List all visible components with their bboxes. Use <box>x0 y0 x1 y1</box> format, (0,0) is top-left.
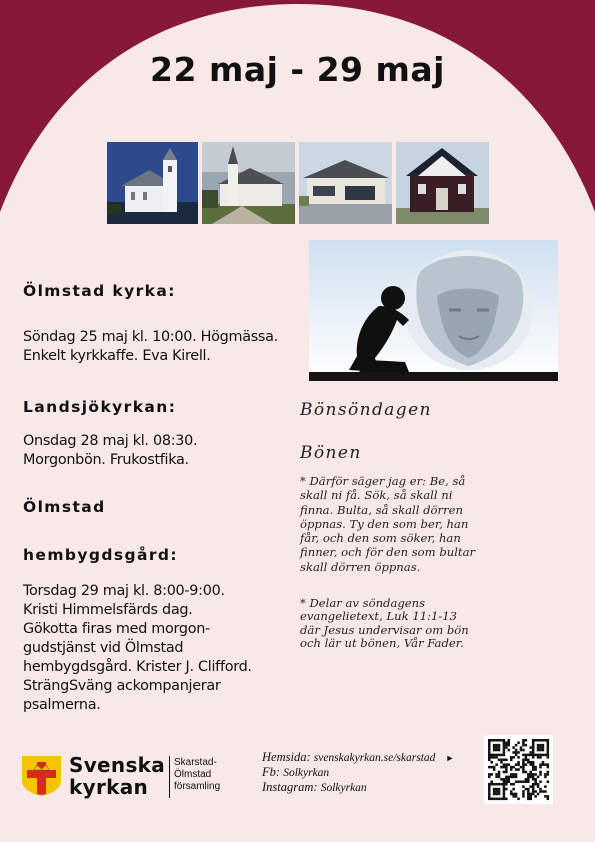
parish-name-line: Ölmstad <box>174 769 212 780</box>
church-photo-1 <box>107 142 198 224</box>
contact-website[interactable]: Hemsida: svenskakyrkan.se/skarstad ► <box>262 750 455 764</box>
gospel-note: * Delar av söndagens evangelietext, Luk 11:1-13 där Jesus undervisar om bön och lär ut bönen, Vår Fader. <box>300 596 469 650</box>
church-crest-icon <box>22 756 61 796</box>
church-photo-3 <box>299 142 392 224</box>
logo-divider <box>169 756 170 798</box>
date-range-title: 22 maj - 29 maj <box>150 50 445 89</box>
parish-name-line: Skarstad- <box>174 757 217 768</box>
hembygdsgard-text: Torsdag 29 maj kl. 8:00-9:00. Kristi Himmelsfärds dag. Gökotta firas med morgon- gudstjänst vid Ölmstad hembygdsgård. Krister J. Clifford. SträngSväng ackompanjerar psalmerna. <box>23 583 252 713</box>
logo-line-kyrkan: kyrkan <box>69 775 149 799</box>
contact-facebook[interactable]: Fb: Solkyrkan <box>262 765 330 779</box>
qr-code-icon <box>484 735 553 804</box>
church-photo-4 <box>396 142 489 224</box>
parish-name-line: församling <box>174 781 221 792</box>
bible-verse: * Därför säger jag er: Be, så skall ni få. Sök, så skall ni finna. Bulta, så skall dörren öppnas. Ty den som ber, han får, och den som söker, han finner, och för den som bultar skall dörren öppnas. <box>300 474 476 574</box>
heading-hembygdsgard: hembygdsgård: <box>23 546 179 564</box>
arrow-icon: ► <box>445 753 455 763</box>
qr-code[interactable] <box>484 735 553 804</box>
praying-figure-image <box>309 240 558 381</box>
heading-bonen: Bönen <box>300 443 362 463</box>
website-link[interactable]: svenskakyrkan.se/skarstad <box>313 752 436 764</box>
olmstad-kyrka-text: Söndag 25 maj kl. 10:00. Högmässa. Enkelt kyrkkaffe. Eva Kirell. <box>23 329 278 364</box>
svenska-kyrkan-logo <box>22 753 232 800</box>
landsjokyrkan-text: Onsdag 28 maj kl. 08:30. Morgonbön. Frukostfika. <box>23 433 198 468</box>
contact-instagram[interactable]: Instagram: Solkyrkan <box>262 780 367 794</box>
heading-olmstad-kyrka: Ölmstad kyrka: <box>23 282 176 300</box>
logo-line-svenska: Svenska <box>69 753 166 777</box>
church-photo-2 <box>202 142 295 224</box>
heading-olmstad: Ölmstad <box>23 498 106 516</box>
heading-bonsondagen: Bönsöndagen <box>300 400 432 420</box>
heading-landsjokyrkan: Landsjökyrkan: <box>23 398 177 416</box>
